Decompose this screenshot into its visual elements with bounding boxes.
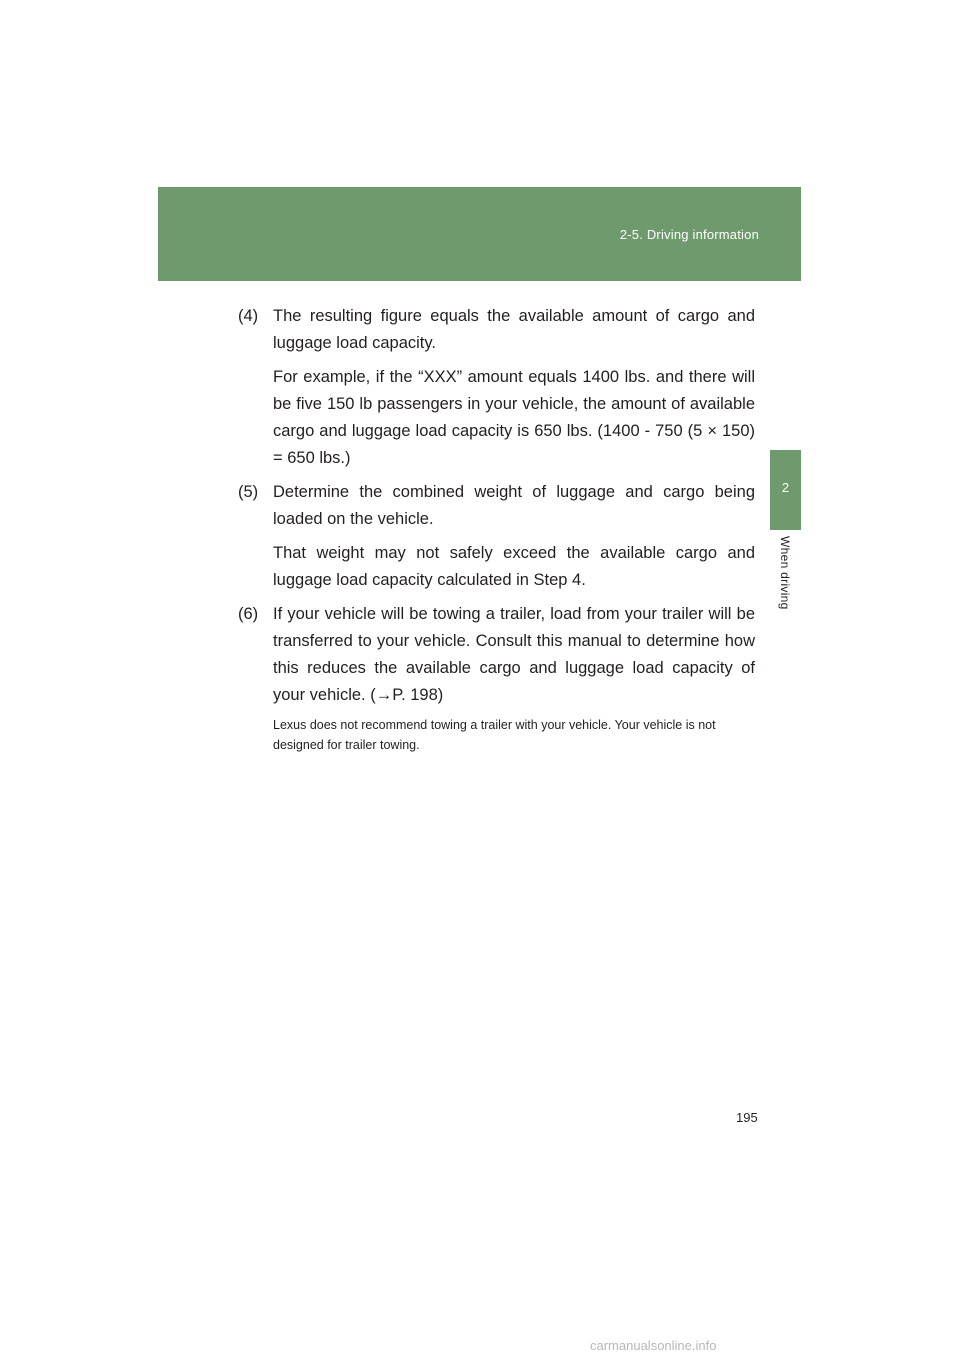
watermark: carmanualsonline.info xyxy=(590,1338,717,1353)
chapter-tab xyxy=(770,450,801,530)
step-detail: For example, if the “XXX” amount equals 1400 lbs. and there will be five 150 lb passengers in your vehicle, the amount of available cargo and luggage load capacity is 650 lbs. (1400 - 750 (5 × 150) = 650 lbs.) xyxy=(273,368,755,467)
step-text: The resulting figure equals the available amount of cargo and luggage load capacity. xyxy=(273,307,755,352)
main-content xyxy=(238,303,755,755)
step-text: If your vehicle will be towing a trailer, load from your trailer will be transferred to your vehicle. Consult this manual to determine how this reduces the available cargo and luggage load capacity of your vehicle. (→P. 198) xyxy=(273,605,755,704)
chapter-number: 2 xyxy=(781,480,790,495)
step-detail: That weight may not safely exceed the available cargo and luggage load capacity calculated in Step 4. xyxy=(273,544,755,589)
step-text: Determine the combined weight of luggage and cargo being loaded on the vehicle. xyxy=(273,483,755,528)
step-number: (4) xyxy=(238,307,259,325)
section-title: 2-5. Driving information xyxy=(619,227,759,242)
chapter-label: When driving xyxy=(778,536,792,610)
step-item-5 xyxy=(238,479,755,594)
step-item-4 xyxy=(238,303,755,472)
page-number: 195 xyxy=(736,1110,758,1125)
step-item-6 xyxy=(238,601,755,755)
step-note: Lexus does not recommend towing a trailer with your vehicle. Your vehicle is not designed for trailer towing. xyxy=(273,718,716,752)
section-header-band xyxy=(158,187,801,281)
step-number: (5) xyxy=(238,483,259,501)
step-number: (6) xyxy=(238,605,259,623)
